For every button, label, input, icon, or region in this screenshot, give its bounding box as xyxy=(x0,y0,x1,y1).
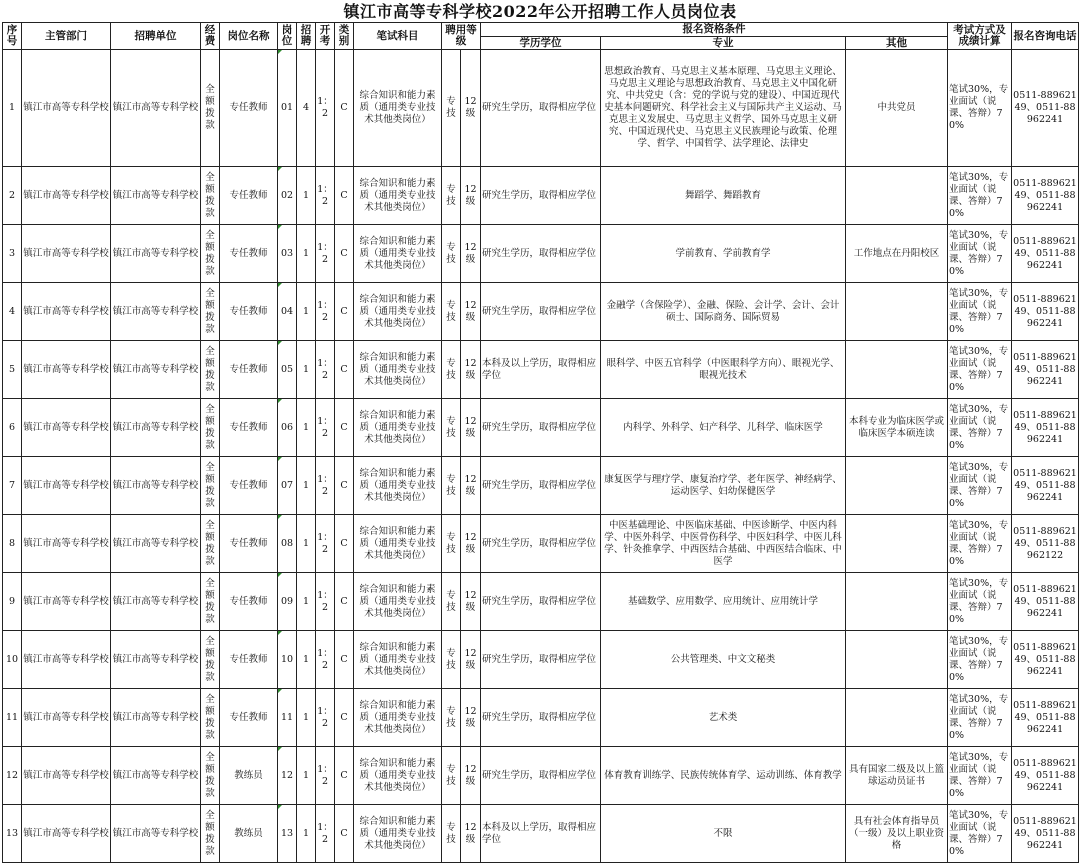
cell-level-type: 专技 xyxy=(442,341,461,399)
cell-post-code: 11 xyxy=(278,689,297,747)
cell-level-type: 专技 xyxy=(442,573,461,631)
cell-seq: 4 xyxy=(3,283,22,341)
cell-unit: 镇江市高等专科学校 xyxy=(111,50,201,167)
cell-other xyxy=(846,573,948,631)
cell-seq: 10 xyxy=(3,631,22,689)
cell-method: 笔试30%，专业面试（说课、答辩）70% xyxy=(948,689,1012,747)
cell-category: C xyxy=(335,283,354,341)
cell-fund: 全额拨款 xyxy=(201,399,220,457)
cell-education: 研究生学历，取得相应学位 xyxy=(481,573,601,631)
cell-post-name: 专任教师 xyxy=(220,50,278,167)
cell-method: 笔试30%，专业面试（说课、答辩）70% xyxy=(948,515,1012,573)
cell-post-name: 教练员 xyxy=(220,805,278,863)
cell-level-type: 专技 xyxy=(442,805,461,863)
cell-ratio: 1：2 xyxy=(316,50,335,167)
cell-fund: 全额拨款 xyxy=(201,225,220,283)
header-num: 招聘 xyxy=(297,23,316,50)
cell-ratio: 1：2 xyxy=(316,457,335,515)
cell-category: C xyxy=(335,747,354,805)
cell-unit: 镇江市高等专科学校 xyxy=(111,515,201,573)
cell-num: 1 xyxy=(297,341,316,399)
cell-unit: 镇江市高等专科学校 xyxy=(111,399,201,457)
header-phone: 报名咨询电话 xyxy=(1012,23,1079,50)
cell-fund: 全额拨款 xyxy=(201,50,220,167)
header-requirements: 报名资格条件 xyxy=(481,23,948,37)
cell-category: C xyxy=(335,50,354,167)
cell-level-type: 专技 xyxy=(442,689,461,747)
cell-dept: 镇江市高等专科学校 xyxy=(22,631,111,689)
cell-seq: 7 xyxy=(3,457,22,515)
cell-post-code: 09 xyxy=(278,573,297,631)
cell-post-name: 教练员 xyxy=(220,747,278,805)
cell-post-code: 03 xyxy=(278,225,297,283)
cell-ratio: 1：2 xyxy=(316,805,335,863)
header-major: 专业 xyxy=(601,37,846,50)
header-seq: 序号 xyxy=(3,23,22,50)
cell-method: 笔试30%，专业面试（说课、答辩）70% xyxy=(948,631,1012,689)
cell-num: 1 xyxy=(297,573,316,631)
cell-exam: 综合知识和能力素质（通用类专业技术其他类岗位） xyxy=(354,805,442,863)
cell-other: 工作地点在丹阳校区 xyxy=(846,225,948,283)
cell-ratio: 1：2 xyxy=(316,399,335,457)
cell-level-grade: 12级 xyxy=(461,515,481,573)
cell-num: 4 xyxy=(297,50,316,167)
job-positions-table xyxy=(2,22,1079,863)
cell-exam: 综合知识和能力素质（通用类专业技术其他类岗位） xyxy=(354,50,442,167)
cell-major: 眼科学、中医五官科学（中医眼科学方向）、眼视光学、眼视光技术 xyxy=(601,341,846,399)
cell-post-name: 专任教师 xyxy=(220,689,278,747)
cell-ratio: 1：2 xyxy=(316,225,335,283)
cell-other xyxy=(846,283,948,341)
cell-category: C xyxy=(335,689,354,747)
cell-education: 研究生学历，取得相应学位 xyxy=(481,167,601,225)
cell-seq: 2 xyxy=(3,167,22,225)
cell-education: 本科及以上学历，取得相应学位 xyxy=(481,805,601,863)
table-row xyxy=(3,399,1079,457)
cell-major: 不限 xyxy=(601,805,846,863)
cell-education: 研究生学历，取得相应学位 xyxy=(481,283,601,341)
header-ratio: 开考 xyxy=(316,23,335,50)
cell-major: 中医基础理论、中医临床基础、中医诊断学、中医内科学、中医外科学、中医骨伤科学、中医妇科学、中医儿科学、针灸推拿学、中西医结合基础、中西医结合临床、中医学 xyxy=(601,515,846,573)
cell-method: 笔试30%，专业面试（说课、答辩）70% xyxy=(948,50,1012,167)
cell-major: 基础数学、应用数学、应用统计、应用统计学 xyxy=(601,573,846,631)
cell-level-type: 专技 xyxy=(442,225,461,283)
cell-exam: 综合知识和能力素质（通用类专业技术其他类岗位） xyxy=(354,167,442,225)
cell-level-grade: 12级 xyxy=(461,225,481,283)
cell-ratio: 1：2 xyxy=(316,573,335,631)
cell-dept: 镇江市高等专科学校 xyxy=(22,747,111,805)
cell-fund: 全额拨款 xyxy=(201,631,220,689)
table-row xyxy=(3,515,1079,573)
cell-fund: 全额拨款 xyxy=(201,747,220,805)
cell-major: 体育教育训练学、民族传统体育学、运动训练、体育教学 xyxy=(601,747,846,805)
cell-level-grade: 12级 xyxy=(461,689,481,747)
cell-exam: 综合知识和能力素质（通用类专业技术其他类岗位） xyxy=(354,283,442,341)
cell-unit: 镇江市高等专科学校 xyxy=(111,747,201,805)
cell-category: C xyxy=(335,341,354,399)
cell-level-type: 专技 xyxy=(442,747,461,805)
cell-category: C xyxy=(335,631,354,689)
table-row xyxy=(3,805,1079,863)
cell-level-grade: 12级 xyxy=(461,283,481,341)
header-post-name: 岗位名称 xyxy=(220,23,278,50)
cell-unit: 镇江市高等专科学校 xyxy=(111,689,201,747)
cell-num: 1 xyxy=(297,457,316,515)
cell-ratio: 1：2 xyxy=(316,167,335,225)
cell-major: 内科学、外科学、妇产科学、儿科学、临床医学 xyxy=(601,399,846,457)
cell-dept: 镇江市高等专科学校 xyxy=(22,167,111,225)
cell-num: 1 xyxy=(297,805,316,863)
cell-level-grade: 12级 xyxy=(461,747,481,805)
cell-ratio: 1：2 xyxy=(316,689,335,747)
cell-dept: 镇江市高等专科学校 xyxy=(22,225,111,283)
cell-num: 1 xyxy=(297,515,316,573)
cell-education: 研究生学历，取得相应学位 xyxy=(481,457,601,515)
header-dept: 主管部门 xyxy=(22,23,111,50)
cell-major: 思想政治教育、马克思主义基本原理、马克思主义理论、马克思主义理论与思想政治教育、马克思主义中国化研究、中共党史（含：党的学说与党的建设）、中国近现代史基本问题研究、科学社会主义与国际共产主义运动、马克思主义发展史、马克思主义哲学、国外马克思主义研究、中国近现代史、马克思主义民族理论与政策、伦理学、哲学、中国哲学、法学理论、法律史 xyxy=(601,50,846,167)
cell-phone: 0511-88962149、0511-88962241 xyxy=(1012,167,1079,225)
cell-ratio: 1：2 xyxy=(316,283,335,341)
page-title: 镇江市高等专科学校2022年公开招聘工作人员岗位表 xyxy=(343,2,737,21)
cell-education: 研究生学历，取得相应学位 xyxy=(481,747,601,805)
cell-exam: 综合知识和能力素质（通用类专业技术其他类岗位） xyxy=(354,515,442,573)
cell-post-name: 专任教师 xyxy=(220,225,278,283)
cell-seq: 11 xyxy=(3,689,22,747)
cell-post-name: 专任教师 xyxy=(220,457,278,515)
cell-exam: 综合知识和能力素质（通用类专业技术其他类岗位） xyxy=(354,457,442,515)
table-row xyxy=(3,167,1079,225)
cell-num: 1 xyxy=(297,399,316,457)
cell-post-name: 专任教师 xyxy=(220,515,278,573)
cell-post-code: 08 xyxy=(278,515,297,573)
cell-fund: 全额拨款 xyxy=(201,167,220,225)
cell-method: 笔试30%，专业面试（说课、答辩）70% xyxy=(948,747,1012,805)
cell-method: 笔试30%，专业面试（说课、答辩）70% xyxy=(948,457,1012,515)
header-level: 聘用等级 xyxy=(442,23,481,50)
cell-major: 艺术类 xyxy=(601,689,846,747)
cell-method: 笔试30%，专业面试（说课、答辩）70% xyxy=(948,399,1012,457)
cell-seq: 5 xyxy=(3,341,22,399)
header-education: 学历学位 xyxy=(481,37,601,50)
cell-education: 研究生学历，取得相应学位 xyxy=(481,689,601,747)
cell-ratio: 1：2 xyxy=(316,341,335,399)
cell-num: 1 xyxy=(297,167,316,225)
cell-dept: 镇江市高等专科学校 xyxy=(22,457,111,515)
cell-category: C xyxy=(335,573,354,631)
cell-method: 笔试30%，专业面试（说课、答辩）70% xyxy=(948,225,1012,283)
cell-dept: 镇江市高等专科学校 xyxy=(22,689,111,747)
cell-num: 1 xyxy=(297,747,316,805)
table-row xyxy=(3,457,1079,515)
cell-level-grade: 12级 xyxy=(461,805,481,863)
header-exam: 笔试科目 xyxy=(354,23,442,50)
cell-level-type: 专技 xyxy=(442,167,461,225)
cell-fund: 全额拨款 xyxy=(201,457,220,515)
cell-dept: 镇江市高等专科学校 xyxy=(22,515,111,573)
cell-phone: 0511-88962149、0511-88962241 xyxy=(1012,631,1079,689)
header-other: 其他 xyxy=(846,37,948,50)
header-category: 类别 xyxy=(335,23,354,50)
cell-post-code: 12 xyxy=(278,747,297,805)
header-post-code: 岗位 xyxy=(278,23,297,50)
cell-post-code: 07 xyxy=(278,457,297,515)
cell-dept: 镇江市高等专科学校 xyxy=(22,805,111,863)
cell-unit: 镇江市高等专科学校 xyxy=(111,167,201,225)
cell-other: 中共党员 xyxy=(846,50,948,167)
cell-level-grade: 12级 xyxy=(461,573,481,631)
cell-phone: 0511-88962149、0511-88962241 xyxy=(1012,805,1079,863)
cell-category: C xyxy=(335,805,354,863)
cell-phone: 0511-88962149、0511-88962122 xyxy=(1012,515,1079,573)
cell-post-name: 专任教师 xyxy=(220,631,278,689)
cell-exam: 综合知识和能力素质（通用类专业技术其他类岗位） xyxy=(354,631,442,689)
cell-post-code: 04 xyxy=(278,283,297,341)
cell-level-type: 专技 xyxy=(442,283,461,341)
cell-ratio: 1：2 xyxy=(316,515,335,573)
cell-seq: 3 xyxy=(3,225,22,283)
cell-seq: 12 xyxy=(3,747,22,805)
cell-dept: 镇江市高等专科学校 xyxy=(22,341,111,399)
cell-seq: 13 xyxy=(3,805,22,863)
cell-other: 具有国家二级及以上篮球运动员证书 xyxy=(846,747,948,805)
cell-post-code: 06 xyxy=(278,399,297,457)
table-row xyxy=(3,631,1079,689)
cell-education: 研究生学历，取得相应学位 xyxy=(481,50,601,167)
cell-exam: 综合知识和能力素质（通用类专业技术其他类岗位） xyxy=(354,399,442,457)
cell-level-type: 专技 xyxy=(442,50,461,167)
cell-post-name: 专任教师 xyxy=(220,573,278,631)
cell-major: 学前教育、学前教育学 xyxy=(601,225,846,283)
cell-category: C xyxy=(335,225,354,283)
cell-method: 笔试30%，专业面试（说课、答辩）70% xyxy=(948,167,1012,225)
cell-post-name: 专任教师 xyxy=(220,167,278,225)
cell-num: 1 xyxy=(297,283,316,341)
cell-seq: 1 xyxy=(3,50,22,167)
cell-exam: 综合知识和能力素质（通用类专业技术其他类岗位） xyxy=(354,747,442,805)
cell-ratio: 1：2 xyxy=(316,631,335,689)
cell-other: 本科专业为临床医学或临床医学本硕连读 xyxy=(846,399,948,457)
cell-post-name: 专任教师 xyxy=(220,399,278,457)
cell-education: 研究生学历，取得相应学位 xyxy=(481,399,601,457)
cell-method: 笔试30%，专业面试（说课、答辩）70% xyxy=(948,805,1012,863)
cell-education: 研究生学历，取得相应学位 xyxy=(481,225,601,283)
cell-fund: 全额拨款 xyxy=(201,341,220,399)
cell-unit: 镇江市高等专科学校 xyxy=(111,283,201,341)
table-row xyxy=(3,225,1079,283)
cell-unit: 镇江市高等专科学校 xyxy=(111,341,201,399)
cell-education: 研究生学历，取得相应学位 xyxy=(481,515,601,573)
cell-num: 1 xyxy=(297,225,316,283)
cell-level-grade: 12级 xyxy=(461,50,481,167)
cell-post-name: 专任教师 xyxy=(220,341,278,399)
cell-unit: 镇江市高等专科学校 xyxy=(111,225,201,283)
cell-other xyxy=(846,689,948,747)
cell-level-type: 专技 xyxy=(442,457,461,515)
cell-post-code: 01 xyxy=(278,50,297,167)
cell-post-code: 10 xyxy=(278,631,297,689)
cell-method: 笔试30%，专业面试（说课、答辩）70% xyxy=(948,573,1012,631)
cell-level-grade: 12级 xyxy=(461,399,481,457)
cell-phone: 0511-88962149、0511-88962241 xyxy=(1012,689,1079,747)
cell-major: 公共管理类、中文文秘类 xyxy=(601,631,846,689)
cell-post-code: 13 xyxy=(278,805,297,863)
header-unit: 招聘单位 xyxy=(111,23,201,50)
cell-method: 笔试30%，专业面试（说课、答辩）70% xyxy=(948,283,1012,341)
cell-level-grade: 12级 xyxy=(461,341,481,399)
cell-post-name: 专任教师 xyxy=(220,283,278,341)
cell-seq: 9 xyxy=(3,573,22,631)
cell-num: 1 xyxy=(297,631,316,689)
cell-other xyxy=(846,341,948,399)
cell-other xyxy=(846,515,948,573)
cell-method: 笔试30%，专业面试（说课、答辩）70% xyxy=(948,341,1012,399)
cell-dept: 镇江市高等专科学校 xyxy=(22,399,111,457)
cell-phone: 0511-88962149、0511-88962241 xyxy=(1012,457,1079,515)
cell-major: 舞蹈学、舞蹈教育 xyxy=(601,167,846,225)
cell-other xyxy=(846,167,948,225)
cell-level-type: 专技 xyxy=(442,515,461,573)
cell-phone: 0511-88962149、0511-88962241 xyxy=(1012,573,1079,631)
cell-level-grade: 12级 xyxy=(461,167,481,225)
cell-fund: 全额拨款 xyxy=(201,573,220,631)
cell-exam: 综合知识和能力素质（通用类专业技术其他类岗位） xyxy=(354,573,442,631)
cell-fund: 全额拨款 xyxy=(201,689,220,747)
cell-dept: 镇江市高等专科学校 xyxy=(22,573,111,631)
cell-category: C xyxy=(335,515,354,573)
header-fund: 经费 xyxy=(201,23,220,50)
cell-unit: 镇江市高等专科学校 xyxy=(111,457,201,515)
table-row xyxy=(3,341,1079,399)
cell-phone: 0511-88962149、0511-88962241 xyxy=(1012,341,1079,399)
cell-fund: 全额拨款 xyxy=(201,515,220,573)
table-row xyxy=(3,747,1079,805)
cell-unit: 镇江市高等专科学校 xyxy=(111,631,201,689)
cell-exam: 综合知识和能力素质（通用类专业技术其他类岗位） xyxy=(354,341,442,399)
cell-phone: 0511-88962149、0511-88962241 xyxy=(1012,399,1079,457)
table-row xyxy=(3,50,1079,167)
cell-category: C xyxy=(335,399,354,457)
cell-dept: 镇江市高等专科学校 xyxy=(22,283,111,341)
cell-level-type: 专技 xyxy=(442,631,461,689)
cell-fund: 全额拨款 xyxy=(201,283,220,341)
cell-exam: 综合知识和能力素质（通用类专业技术其他类岗位） xyxy=(354,225,442,283)
cell-level-grade: 12级 xyxy=(461,631,481,689)
cell-category: C xyxy=(335,167,354,225)
cell-post-code: 02 xyxy=(278,167,297,225)
cell-level-grade: 12级 xyxy=(461,457,481,515)
table-row xyxy=(3,573,1079,631)
cell-phone: 0511-88962149、0511-88962241 xyxy=(1012,225,1079,283)
cell-major: 金融学（含保险学）、金融、保险、会计学、会计、会计硕士、国际商务、国际贸易 xyxy=(601,283,846,341)
table-row xyxy=(3,283,1079,341)
cell-level-type: 专技 xyxy=(442,399,461,457)
cell-education: 研究生学历，取得相应学位 xyxy=(481,631,601,689)
cell-major: 康复医学与理疗学、康复治疗学、老年医学、神经病学、运动医学、妇幼保健医学 xyxy=(601,457,846,515)
cell-category: C xyxy=(335,457,354,515)
cell-dept: 镇江市高等专科学校 xyxy=(22,50,111,167)
cell-num: 1 xyxy=(297,689,316,747)
cell-other xyxy=(846,631,948,689)
cell-unit: 镇江市高等专科学校 xyxy=(111,573,201,631)
cell-education: 本科及以上学历，取得相应学位 xyxy=(481,341,601,399)
table-row xyxy=(3,689,1079,747)
cell-exam: 综合知识和能力素质（通用类专业技术其他类岗位） xyxy=(354,689,442,747)
cell-unit: 镇江市高等专科学校 xyxy=(111,805,201,863)
cell-seq: 8 xyxy=(3,515,22,573)
cell-phone: 0511-88962149、0511-88962241 xyxy=(1012,283,1079,341)
cell-phone: 0511-88962149、0511-88962241 xyxy=(1012,747,1079,805)
header-method: 考试方式及成绩计算 xyxy=(948,23,1012,50)
cell-post-code: 05 xyxy=(278,341,297,399)
cell-phone: 0511-88962149、0511-88962241 xyxy=(1012,50,1079,167)
cell-ratio: 1：2 xyxy=(316,747,335,805)
cell-seq: 6 xyxy=(3,399,22,457)
cell-fund: 全额拨款 xyxy=(201,805,220,863)
cell-other xyxy=(846,457,948,515)
cell-other: 具有社会体育指导员（一级）及以上职业资格 xyxy=(846,805,948,863)
